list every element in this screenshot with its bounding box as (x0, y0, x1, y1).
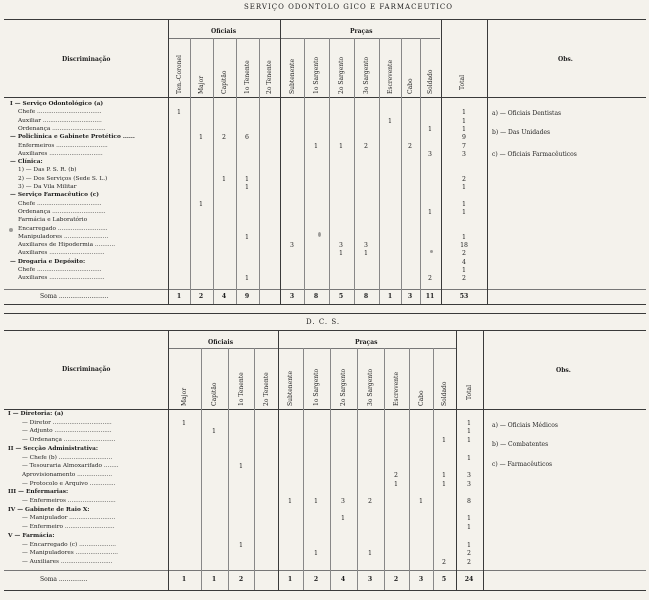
row-label: Auxiliares ............................. (18, 150, 103, 157)
row-label: — Auxiliares ............................ (22, 558, 113, 565)
scan-speck (9, 228, 13, 232)
row-label: — Ordenança ............................ (22, 437, 116, 444)
soma-cell: 2 (198, 293, 204, 300)
table-cell: 3 (339, 242, 343, 250)
soma-cell: 4 (340, 576, 346, 583)
bottom-total-header: Total (466, 384, 473, 400)
top-obs-header: Obs. (558, 56, 573, 63)
section-heading: — Clínica: (10, 159, 43, 166)
column-header: Subtenente (287, 370, 294, 406)
bottom-obs-b: b) — Combatentes (492, 441, 549, 448)
column-header: Escrevente (387, 59, 394, 94)
soma-cell: 2 (238, 576, 244, 583)
table-cell: 1 (177, 109, 181, 117)
soma-cell: 11 (425, 293, 435, 300)
bottom-obs-c: c) — Farmacêuticos (492, 461, 553, 468)
row-label: — Chefe (b) ............................. (22, 454, 113, 461)
table-cell: 2 (462, 275, 466, 283)
table-cell: 3 (428, 150, 432, 158)
column-header: 2o Sargento (338, 56, 345, 94)
column-header: 2o Tenente (263, 372, 270, 406)
scan-speck (318, 232, 321, 237)
table-cell: 1 (467, 524, 471, 532)
soma-cell: 24 (464, 576, 474, 583)
table-cell: 2 (462, 250, 466, 258)
row-label: Enfermeiros ............................ (18, 142, 108, 149)
top-oficiais-header: Oficiais (211, 28, 237, 35)
table-cell: 1 (462, 200, 466, 208)
top-total-header: Total (459, 74, 466, 90)
bottom-soma-label: Soma ............... (40, 576, 88, 583)
row-label: — Manipuladores ....................... (22, 550, 118, 557)
table-cell: 1 (212, 428, 216, 436)
table-cell: 2 (442, 558, 446, 566)
soma-cell: 53 (459, 293, 469, 300)
column-header: 1o Tenente (238, 372, 245, 406)
row-label: 3) — Da Vila Militar (18, 184, 77, 190)
row-label: — Enfermeiros .......................... (22, 498, 116, 504)
table-cell: 2 (462, 175, 466, 183)
soma-cell: 1 (287, 576, 293, 583)
table-cell: 1 (245, 233, 249, 241)
table-cell: 1 (462, 109, 466, 117)
table-cell: 1 (462, 267, 466, 274)
column-header: Soldado (441, 381, 448, 406)
table-cell: 1 (239, 541, 243, 549)
table-cell: 1 (462, 117, 466, 125)
soma-cell: 8 (313, 293, 319, 300)
soma-cell: 1 (387, 293, 393, 300)
table-cell: 3 (467, 471, 471, 479)
soma-cell: 4 (221, 293, 227, 300)
row-label: Aprovisionamento ................... (22, 471, 113, 478)
table-cell: 1 (462, 208, 466, 216)
column-header: 2o Tenente (266, 60, 273, 94)
table-cell: 1 (428, 125, 432, 133)
table-cell: 2 (364, 142, 368, 150)
table-cell: 9 (462, 134, 466, 142)
column-header: Ten.-Coronel (176, 55, 183, 94)
bottom-obs-a: a) — Oficiais Médicos (492, 422, 558, 429)
soma-cell: 9 (244, 293, 250, 300)
table-cell: 1 (419, 498, 423, 505)
column-header: Cabo (407, 78, 414, 94)
table-cell: 3 (364, 242, 368, 250)
row-label: — Manipulador ......................... (22, 515, 116, 522)
row-label: Auxiliares de Hipodermia ........... (18, 242, 116, 249)
row-label: Auxiliares .............................. (18, 250, 105, 257)
soma-cell: 1 (211, 576, 217, 583)
table-cell: 2 (408, 142, 412, 150)
bottom-table-title: D. C. S. (306, 318, 341, 326)
bottom-oficiais-header: Oficiais (208, 339, 234, 346)
column-header: 3o Sargento (367, 368, 374, 406)
table-cell: 1 (341, 515, 345, 523)
table-cell: 2 (222, 134, 226, 142)
table-cell: 1 (314, 498, 318, 505)
table-cell: 1 (199, 134, 203, 142)
bottom-pracas-header: Praças (355, 339, 378, 346)
section-heading: IV — Gabinete de Raio X: (8, 506, 90, 513)
table-cell: 1 (222, 175, 226, 183)
table-cell: 3 (290, 242, 294, 250)
row-label: — Encarregado (c) .................... (22, 541, 116, 548)
table-cell: 1 (239, 463, 243, 471)
table-cell: 1 (394, 480, 398, 488)
column-header: 1o Sargento (313, 368, 320, 406)
table-cell: 6 (245, 134, 249, 142)
row-label: Manipuladores ........................ (18, 233, 109, 240)
table-cell: 4 (462, 258, 466, 266)
soma-cell: 2 (313, 576, 319, 583)
column-header: Major (181, 387, 188, 406)
bottom-discriminacao-header: Discriminação (62, 366, 111, 373)
table-cell: 1 (462, 184, 466, 191)
row-label: — Tesouraria Almoxarifado ........ (22, 463, 119, 470)
row-label: Chefe ................................... (18, 109, 102, 116)
table-cell: 1 (442, 471, 446, 479)
soma-cell: 3 (407, 293, 413, 300)
table-cell: 1 (288, 498, 292, 505)
table-cell: 1 (388, 117, 392, 125)
soma-cell: 5 (338, 293, 344, 300)
table-cell: 2 (467, 558, 471, 566)
table-cell: 2 (394, 471, 398, 479)
table-cell: 1 (467, 541, 471, 549)
table-cell: 1 (467, 419, 471, 427)
section-heading: I — Serviço Odontológico (a) (10, 101, 104, 107)
table-cell: 1 (467, 454, 471, 462)
column-header: 2o Sargento (340, 368, 347, 406)
row-label: — Enfermeiro ........................... (22, 524, 115, 531)
row-label: 1) — Das P. S. R. (b) (18, 167, 77, 174)
row-label: Encarregado ........................... (18, 225, 108, 232)
soma-cell: 8 (363, 293, 369, 300)
table-cell: 18 (460, 242, 468, 250)
row-label: — Protocolo e Arquivo .............. (22, 480, 116, 487)
column-header: Capitão (211, 382, 218, 406)
column-header: Escrevente (393, 371, 400, 406)
table-cell: 1 (245, 275, 249, 283)
table-cell: 2 (467, 550, 471, 558)
section-heading: III — Enfermarias: (8, 489, 69, 496)
row-label: Auxiliar ................................ (18, 117, 102, 124)
top-discriminacao-header: Discriminação (62, 56, 111, 63)
table-cell: 3 (341, 498, 345, 505)
table-cell: 1 (467, 428, 471, 436)
row-label: Chefe ................................... (18, 200, 102, 207)
top-obs-b: b) — Das Unidades (492, 129, 551, 136)
column-header: 1o Sargento (313, 56, 320, 94)
row-label: 2) — Dos Serviços (Sede S. L.) (18, 175, 108, 182)
soma-cell: 2 (393, 576, 399, 583)
row-label: — Adjunto ............................... (22, 428, 112, 435)
row-label: Ordenança ............................. (18, 125, 106, 132)
table-cell: 2 (368, 498, 372, 505)
soma-cell: 3 (418, 576, 424, 583)
table-cell: 1 (182, 419, 186, 427)
column-header: 3o Sargento (363, 56, 370, 94)
table-cell: 1 (467, 437, 471, 445)
table-cell: 1 (462, 233, 466, 241)
column-header: Subtenente (289, 58, 296, 94)
section-heading: — Policlínica e Gabinete Protético ...... (10, 134, 135, 141)
table-cell: 1 (314, 550, 318, 558)
column-header: Cabo (418, 390, 425, 406)
soma-cell: 5 (441, 576, 447, 583)
table-cell: 1 (462, 125, 466, 133)
top-obs-c: c) — Oficiais Farmacêuticos (492, 151, 577, 158)
table-cell: 3 (462, 150, 466, 158)
table-cell: 1 (368, 550, 372, 558)
top-pracas-header: Praças (350, 28, 373, 35)
column-header: Capitão (221, 70, 228, 94)
row-label: Chefe ................................... (18, 267, 102, 273)
table-cell: 2 (428, 275, 432, 283)
section-heading: — Serviço Farmacêutico (c) (10, 192, 99, 199)
row-label: — Diretor ................................ (22, 419, 112, 426)
column-header: 1o Tenente (244, 60, 251, 94)
table-cell: 8 (467, 498, 471, 505)
soma-cell: 3 (367, 576, 373, 583)
table-cell: 1 (245, 184, 249, 191)
table-cell: 1 (428, 208, 432, 216)
table-cell: 1 (339, 142, 343, 150)
table-cell: 1 (442, 437, 446, 445)
table-cell: 1 (245, 175, 249, 183)
row-label: Ordenança ............................. (18, 208, 106, 215)
section-heading: I — Diretoria: (a) (8, 411, 64, 417)
soma-cell: 1 (181, 576, 187, 583)
table-cell: 1 (314, 142, 318, 150)
scan-speck (430, 250, 433, 253)
column-header: Major (198, 75, 205, 94)
row-label: Auxiliares .............................. (18, 275, 105, 282)
column-header: Soldado (427, 69, 434, 94)
section-heading: II — Secção Administrativa: (8, 445, 99, 452)
soma-cell: 1 (176, 293, 182, 300)
row-label: Farmácia e Laboratório (18, 217, 88, 224)
section-heading: — Drogaria e Depósito: (10, 258, 86, 265)
bottom-obs-header: Obs. (556, 367, 571, 374)
top-table-title: SERVIÇO ODONTOLO GICO E FARMACEUTICO (244, 3, 454, 11)
table-cell: 1 (364, 250, 368, 258)
table-cell: 1 (339, 250, 343, 258)
top-soma-label: Soma .......................... (40, 293, 109, 300)
table-cell: 7 (462, 142, 466, 150)
table-cell: 1 (442, 480, 446, 488)
soma-cell: 3 (289, 293, 295, 300)
table-cell: 1 (467, 515, 471, 523)
table-cell: 1 (199, 200, 203, 208)
section-heading: V — Farmácia: (8, 532, 55, 539)
table-cell: 3 (467, 480, 471, 488)
top-obs-a: a) — Oficiais Dentistas (492, 110, 562, 117)
